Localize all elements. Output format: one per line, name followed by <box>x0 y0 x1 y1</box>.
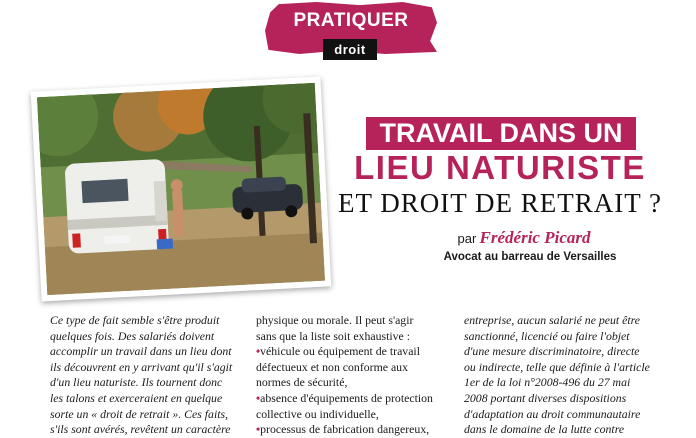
text-line: sorte un « droit de retrait ». Ces faits, <box>50 406 229 421</box>
text-line: d'une mesure discriminatoire, directe <box>464 344 640 359</box>
text-line: 2008 portant diverses dispositions <box>464 390 627 405</box>
text-line: physique ou morale. Il peut s'agir <box>256 313 414 327</box>
text-line: accomplir un travail dans un lieu dont <box>50 344 232 359</box>
camping-photo <box>37 83 325 295</box>
title-line-1: TRAVAIL DANS UN <box>366 117 636 150</box>
text-line: d'adaptation au droit communautaire <box>464 406 641 421</box>
byline-prefix: par <box>457 231 477 246</box>
text-line: ou indirecte, telle que définie à l'article <box>464 359 650 374</box>
byline <box>394 228 654 248</box>
text-line: quelques fois. Des salariés doivent <box>50 328 215 343</box>
bullet-item: •véhicule ou équipement de travail <box>256 344 420 359</box>
bullet-item: •absence d'équipements de protection <box>256 390 433 405</box>
title-line-2: LIEU NATURISTE <box>354 149 646 186</box>
text-line: sanctionné, licencié ou faire l'objet <box>464 328 630 343</box>
text-line: ils découvrent en y arrivant qu'il s'agit <box>50 359 233 374</box>
text-line: collective ou individuelle, <box>256 406 379 421</box>
column-3 <box>464 313 654 438</box>
column-2 <box>256 313 444 438</box>
bullet-item: •processus de fabrication dangereux, <box>256 422 430 437</box>
text-line: entreprise, aucun salarié ne peut être <box>464 313 641 327</box>
text-line: s'ils sont avérés, revêtent un caractère <box>50 422 231 437</box>
text-line: dans le domaine de la lutte contre <box>464 422 625 437</box>
text-line: sans que la liste soit exhaustive : <box>256 328 410 343</box>
text-line: Ce type de fait semble s'être produit <box>50 313 220 327</box>
bullet-icon: • <box>256 422 261 437</box>
bullet-icon: • <box>256 390 261 405</box>
text-line: 1er de la loi n°2008-496 du 27 mai <box>464 375 631 390</box>
title-line-3: ET DROIT DE RETRAIT ? <box>338 188 662 218</box>
column-1 <box>50 313 240 438</box>
bullet-icon: • <box>256 344 261 359</box>
author-affiliation: Avocat au barreau de Versailles <box>443 251 617 263</box>
section-title: PRATIQUER <box>293 10 409 31</box>
text-line: défectueux et non conforme aux <box>256 359 408 374</box>
text-line: les talons et exerceraient en quelque <box>50 390 223 405</box>
text-line: d'un lieu naturiste. Ils tournent donc <box>50 375 223 390</box>
author-name: Frédéric Picard <box>479 228 591 247</box>
article-photo <box>31 77 332 302</box>
text-line: normes de sécurité, <box>256 375 348 390</box>
subsection-tag: droit <box>323 39 377 60</box>
